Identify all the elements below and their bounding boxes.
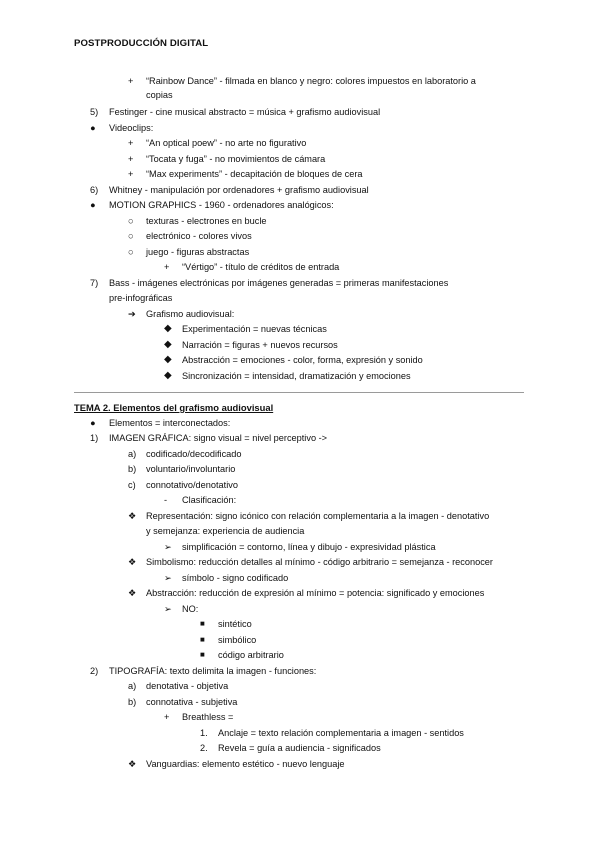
plus-bullet: + bbox=[128, 138, 134, 148]
experimentacion-line: Experimentación = nuevas técnicas bbox=[182, 324, 327, 334]
page-header: POSTPRODUCCIÓN DIGITAL bbox=[74, 38, 209, 49]
numbered-marker-1: 1. bbox=[200, 728, 208, 738]
circle-bullet-icon: ○ bbox=[128, 231, 134, 241]
four-diamond-icon: ❖ bbox=[128, 557, 137, 567]
letter-marker-b: b) bbox=[128, 464, 137, 474]
numbered-marker-2: 2. bbox=[200, 743, 208, 753]
plus-bullet: + bbox=[164, 262, 170, 272]
diamond-icon: ◆ bbox=[164, 370, 172, 381]
chevron-right-icon: ➢ bbox=[164, 542, 172, 552]
electronico-line: electrónico - colores vivos bbox=[146, 231, 252, 241]
bullet-icon: ● bbox=[90, 418, 96, 428]
narracion-line: Narración = figuras + nuevos recursos bbox=[182, 340, 338, 350]
simbolo-line: símbolo - signo codificado bbox=[182, 573, 289, 583]
optical-line: “An optical poew” - no arte no figurativo bbox=[146, 138, 307, 148]
diamond-icon: ◆ bbox=[164, 354, 172, 365]
bass-line: Bass - imágenes electrónicas por imágenes generadas = primeras manifestaciones bbox=[109, 278, 449, 288]
list-number-6: 6) bbox=[90, 185, 99, 195]
section-title-tema-2: TEMA 2. Elementos del grafismo audiovisual bbox=[74, 402, 274, 413]
square-bullet-icon: ■ bbox=[200, 619, 205, 628]
simbolico-line: simbólico bbox=[218, 635, 257, 645]
list-number-2: 2) bbox=[90, 666, 99, 676]
no-line: NO: bbox=[182, 604, 199, 614]
diamond-icon: ◆ bbox=[164, 323, 172, 334]
sincronizacion-line: Sincronización = intensidad, dramatización y emociones bbox=[182, 371, 411, 381]
plus-bullet: + bbox=[128, 169, 134, 179]
list-number-7: 7) bbox=[90, 278, 99, 288]
four-diamond-icon: ❖ bbox=[128, 588, 137, 598]
whitney-line: Whitney - manipulación por ordenadores + grafismo audiovisual bbox=[109, 185, 369, 195]
bass-line-cont: pre-infográficas bbox=[109, 293, 173, 303]
sintetico-line: sintético bbox=[218, 619, 252, 629]
four-diamond-icon: ❖ bbox=[128, 759, 137, 769]
texturas-line: texturas - electrones en bucle bbox=[146, 216, 267, 226]
circle-bullet-icon: ○ bbox=[128, 247, 134, 257]
chevron-right-icon: ➢ bbox=[164, 573, 172, 583]
arrow-icon: ➔ bbox=[128, 309, 136, 319]
elementos-line: Elementos = interconectados: bbox=[109, 418, 231, 428]
anclaje-line: Anclaje = texto relación complementaria a imagen - sentidos bbox=[218, 728, 464, 738]
imagen-grafica-line: IMAGEN GRÁFICA: signo visual = nivel perceptivo -> bbox=[109, 433, 328, 443]
juego-line: juego - figuras abstractas bbox=[146, 247, 250, 257]
connotativo-line: connotativo/denotativo bbox=[146, 480, 238, 490]
voluntario-line: voluntario/involuntario bbox=[146, 464, 236, 474]
representacion-line: Representación: signo icónico con relación complementaria a la imagen - denotativo bbox=[146, 511, 490, 521]
letter-marker-a: a) bbox=[128, 681, 137, 691]
plus-bullet: + bbox=[128, 76, 134, 86]
section-divider bbox=[74, 392, 524, 393]
abstraccion-minimo-line: Abstracción: reducción de expresión al mínimo = potencia: significado y emociones bbox=[146, 588, 485, 598]
circle-bullet-icon: ○ bbox=[128, 216, 134, 226]
tocata-line: “Tocata y fuga” - no movimientos de cámara bbox=[146, 154, 326, 164]
codificado-line: codificado/decodificado bbox=[146, 449, 242, 459]
vanguardias-line: Vanguardias: elemento estético - nuevo lenguaje bbox=[146, 759, 345, 769]
letter-marker-a: a) bbox=[128, 449, 137, 459]
videoclips-line: Videoclips: bbox=[109, 123, 154, 133]
max-experiments-line: “Max experiments” - decapitación de bloques de cera bbox=[146, 169, 363, 179]
abstraccion-emociones-line: Abstracción = emociones - color, forma, expresión y sonido bbox=[182, 355, 423, 365]
connotativa-line: connotativa - subjetiva bbox=[146, 697, 238, 707]
plus-bullet: + bbox=[128, 154, 134, 164]
letter-marker-c: c) bbox=[128, 480, 136, 490]
simplificacion-line: simplificación = contorno, línea y dibujo - expresividad plástica bbox=[182, 542, 436, 552]
festinger-line: Festinger - cine musical abstracto = música + grafismo audiovisual bbox=[109, 107, 381, 117]
list-number-1: 1) bbox=[90, 433, 99, 443]
bullet-icon: ● bbox=[90, 200, 96, 210]
chevron-right-icon: ➢ bbox=[164, 604, 172, 614]
rainbow-dance-line-cont: copias bbox=[146, 90, 173, 100]
dash-marker: - bbox=[164, 495, 168, 505]
square-bullet-icon: ■ bbox=[200, 650, 205, 659]
codigo-arbitrario-line: código arbitrario bbox=[218, 650, 284, 660]
square-bullet-icon: ■ bbox=[200, 635, 205, 644]
vertigo-line: “Vértigo” - título de créditos de entrada bbox=[182, 262, 340, 272]
simbolismo-line: Simbolismo: reducción detalles al mínimo - código arbitrario = semejanza - reconocer bbox=[146, 557, 493, 567]
clasificacion-line: Clasificación: bbox=[182, 495, 237, 505]
rainbow-dance-line: “Rainbow Dance” - filmada en blanco y negro: colores impuestos en laboratorio a bbox=[146, 76, 476, 86]
motion-graphics-line: MOTION GRAPHICS - 1960 - ordenadores analógicos: bbox=[109, 200, 334, 210]
list-number-5: 5) bbox=[90, 107, 99, 117]
breathless-line: Breathless = bbox=[182, 712, 234, 722]
tipografia-line: TIPOGRAFÍA: texto delimita la imagen - funciones: bbox=[109, 666, 317, 676]
grafismo-line: Grafismo audiovisual: bbox=[146, 309, 235, 319]
bullet-icon: ● bbox=[90, 123, 96, 133]
diamond-icon: ◆ bbox=[164, 339, 172, 350]
representacion-line-cont: y semejanza: experiencia de audiencia bbox=[146, 526, 305, 536]
denotativa-line: denotativa - objetiva bbox=[146, 681, 229, 691]
plus-bullet: + bbox=[164, 712, 170, 722]
four-diamond-icon: ❖ bbox=[128, 511, 137, 521]
letter-marker-b: b) bbox=[128, 697, 137, 707]
revela-line: Revela = guía a audiencia - significados bbox=[218, 743, 381, 753]
